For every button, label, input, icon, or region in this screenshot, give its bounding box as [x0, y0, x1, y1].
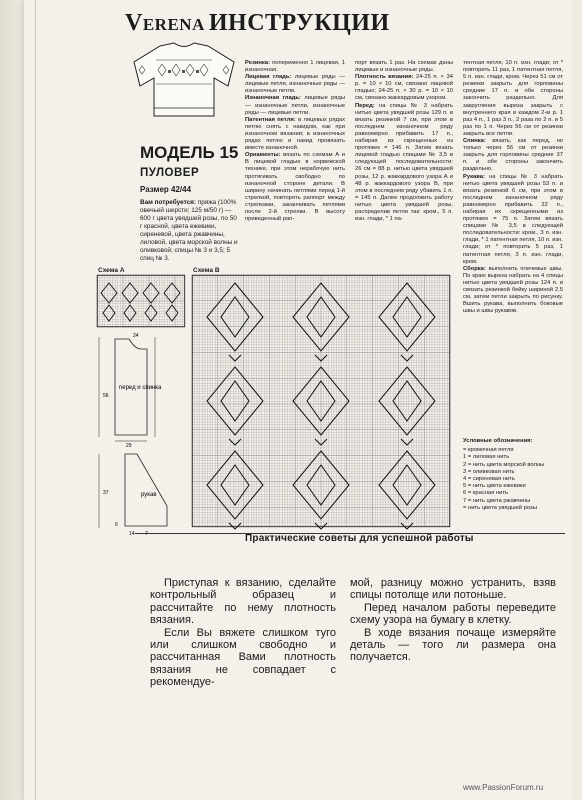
- dim-14: 14: [129, 531, 135, 537]
- page-header: [125, 10, 390, 37]
- front-back-label: перед и спинка: [119, 385, 162, 391]
- legend-item: 3 = оливковая нить: [463, 468, 515, 475]
- model-subtitle: ПУЛОВЕР: [140, 167, 200, 179]
- legend-title: Условные обозначения:: [463, 438, 533, 444]
- chart-a-motif: [122, 283, 138, 321]
- legend-item: = нить цвета увядшей розы: [463, 504, 537, 511]
- chart-b-motif: [379, 367, 435, 445]
- chart-grid: [192, 275, 450, 527]
- legend-item: 1 = лиловая нить: [463, 454, 510, 461]
- model-size: Размер 42/44: [140, 185, 192, 194]
- model-info: [140, 143, 238, 263]
- instructions-column-1: Резинка: попеременно 1 лицевая, 1 изнаночная. Лицевая гладь: лицевые ряды — лицевые петли, изнаночные ряды — изнаночные петли. Изнаночная гладь: лицевые ряды — изнаночные петли, изнаночные ряды — лицевые петли. Патентная петля: в лицевых рядах петлю снять с накидом, как при изнаночном вязании; в изнаночных рядах петлю и накид провязать вместе изнаночной. Орнаменты: вязать по схемам А и В лицевой гладью в норвежской технике, при этом нерабочую нить протягивать свободно по изнаночной стороне детали. В ширину начинать петлями перед 1-й стрелкой, повторять раппорт между стрелками, заканчивать петлями после 2-й стрелки. В высоту приведенный рап-: [245, 60, 345, 223]
- sleeve-label: рукав: [141, 492, 157, 498]
- chart-a-motif: [101, 283, 117, 321]
- sleeve-pattern: [95, 448, 187, 538]
- chart-b-motif: [379, 283, 435, 361]
- page-edge: [0, 0, 24, 800]
- legend-item: 4 = сиреневая нить: [463, 476, 515, 483]
- tips-column-2: мой, разницу можно устранить, взяв спицы потолще или потоньше. Перед началом работы переведите схему узора на бумагу в клетку. В ходе вязания почаще измеряйте деталь — того ли размера она получается.: [350, 577, 556, 664]
- legend-item: 2 = нить цвета морской волны: [463, 461, 545, 468]
- front-back-pattern: [95, 333, 187, 449]
- dim-29: 29: [126, 443, 132, 449]
- instructions-column-3: тентная петля, 10 п. изн. глади; от * повторить 11 раз, 1 патентная петля, 5 п. изн. глади, кром. Через 51 см от резинки закрыть для горловины средние 17 п. и обе стороны закончить раздельно. Для закругления выреза закрыть с внутреннего края в каждом 2-м р. 1 раз 4 п., 1 раз 3 п., 2 раза по 2 п. и 5 раз по 1 п. Через 56 см от резинки закрыть все петли. Спинка: вязать, как перед, но только через 56 см от резинки закрыть для горловины средние 37 п. и обе стороны закончить раздельно. Рукава: на спицы № 3 набрать нитью цвета увядшей розы 53 п. и вязать резинкой 6 см, при этом в последнем изнаночном ряду равномерно прибавить 22 п., набирая их скрещенными из протяжек = 75 п. Затем вязать спицами № 3,5 в следующей последовательности: кром., 3 п. изн. глади, * 1 патентная петля, 10 п. изн. глади; от * повторить 5 раз, 1 патентная петля, 3 п. изн. глади, кром. Сборка: выполнить плечевые швы. По краю выреза набрать на 4 спицы нитью цвета увядшей розы 124 п. и связать резинкой бейку шириной 2,5 см, затем петли закрыть по рисунку. Вшить рукава, выполнить боковые швы и швы рукавов.: [463, 60, 563, 315]
- legend-item: 7 = нить цвета ржавчины: [463, 497, 531, 504]
- dim-24: 24: [133, 333, 139, 339]
- chart-b-motif: [207, 367, 263, 445]
- chart-b-motif: [207, 283, 263, 361]
- dim-6: 6: [115, 522, 118, 528]
- chart-b-motif: [379, 451, 435, 529]
- dim-7: 7: [145, 531, 148, 537]
- scheme-b-caption: Схема В: [193, 267, 220, 274]
- legend-item: 6 = красная нить: [463, 490, 509, 497]
- tips-title: Практические советы для успешной работы: [245, 533, 474, 544]
- model-title: МОДЕЛЬ 15: [140, 143, 239, 162]
- chart-b-motif: [207, 451, 263, 529]
- tips-column-1: Приступая к вязанию, сделайте контрольный образец и рассчитайте по нему плотность вязания. Если Вы вяжете слишком туго или слишком свободно и рассчитанная Вами плотность вязания не совпадает с рекомендуе-: [150, 577, 336, 689]
- sweater-illustration: [130, 42, 238, 120]
- page-fold: [35, 0, 36, 800]
- chart-a-motif: [143, 283, 159, 321]
- legend-item: 5 = нить цвета ежевики: [463, 483, 526, 490]
- brand-logo: VERENA: [125, 10, 205, 36]
- legend-item: = кромочная петля: [463, 447, 514, 454]
- scheme-b-chart: [192, 275, 450, 527]
- scheme-a-caption: Схема А: [98, 267, 125, 274]
- watermark: www.PassionForum.ru: [463, 783, 544, 792]
- materials-text: Вам потребуется: пряжа (100% овечьей шерсти; 125 м/50 г) — 600 г цвета увядшей розы, по 50 г красной, цвета ежевики, сиреневой, цвета ржавчины, лиловой, цвета морской волны и оливковой; спицы № 3 и 3,5; 5 спиц № 3.: [140, 199, 238, 262]
- instructions-column-2: порт вязать 1 раз. На схемах даны лицевые и изнаночные ряды. Плотность вязания: 24-25 п. × 34 р. = 10 × 10 см, связано лицевой гладью; 24-25 п. × 30 р. = 10 × 10 см, связано жаккардовым узором. Перед: на спицы № 3 набрать нитью цвета увядшей розы 129 п. и вязать резинкой 7 см, при этом в последнем изнаночном ряду равномерно прибавить 17 п., набирая из скрещенных из протяжек = 146 п. Затем вязать лицевой гладью спицами № 3,5 в следующей последовательности: 26 см = 88 р. нитью цвета увядшей розы, 12 р. жаккардового узора А и 48 р. жаккардового узора В, при этом в последнем ряду убавить 1 п. = 145 п. Далее продолжить работу нитью цвета увядшей розы, распределив петли так: кром., 5 п. изн. глади, * 1 па-: [355, 60, 453, 223]
- section-title: ИНСТРУКЦИИ: [208, 10, 390, 36]
- legend: [463, 438, 563, 512]
- dim-37: 37: [103, 490, 109, 496]
- scheme-a-chart: [97, 275, 185, 327]
- dim-56: 56: [103, 393, 109, 399]
